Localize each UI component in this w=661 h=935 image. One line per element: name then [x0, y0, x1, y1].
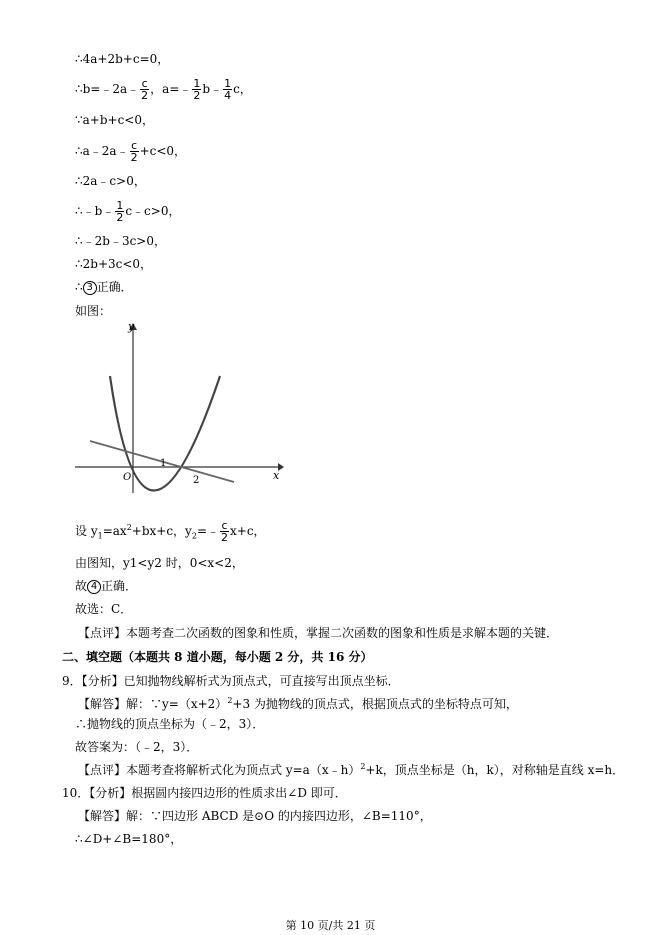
line-eq-2: ∴b=﹣2a﹣ $\frac{c}{2}$ ，a=﹣ $\frac{1}{2}$ b﹣ $\frac{1}{4}$ c， — [75, 77, 252, 102]
q10-analysis: 10．【分析】根据圆内接四边形的性质求出∠D 即可． — [62, 786, 347, 800]
line-define-y: 设 $y_1=ax^2+bx+c$，$y_2=﹣$ $\frac{c}{2}$ x+c， — [75, 519, 266, 544]
y-axis-label: y — [128, 320, 135, 333]
line-eq-1: ∴4a+2b+c=0， — [75, 52, 170, 66]
tick-label-1: 1 — [160, 458, 167, 469]
parabola-line-graph — [70, 318, 285, 496]
q10-angle-sum: ∴∠D+∠B=180°， — [75, 832, 183, 846]
q9-review: 【点评】本题考查将解析式化为顶点式 y=a（x﹣h）$^2$+k，顶点坐标是（h，k），对称轴是直线 x=h． — [78, 762, 625, 777]
line-eq-7: ∴﹣2b﹣3c>0， — [75, 234, 166, 248]
q9-answer: 故答案为：（﹣2，3）． — [75, 740, 199, 754]
q9-analysis: 9．【分析】已知抛物线解析式为顶点式，可直接写出顶点坐标． — [62, 674, 400, 688]
line-conclusion-3: ∴ 3 正确． — [75, 280, 133, 294]
line-eq-4: ∴a﹣2a﹣ $\frac{c}{2}$ +c<0， — [75, 139, 187, 164]
tick-label-2: 2 — [193, 475, 200, 486]
line-eq-8: ∴2b+3c<0， — [75, 257, 153, 271]
q9-solution: 【解答】解：$\because y=(x+2)^2+3$ 为抛物线的顶点式，根据顶点式的坐标特点可知， — [78, 696, 518, 711]
x-axis-label: x — [273, 469, 280, 482]
line-as-figure: 如图： — [75, 304, 112, 318]
line-eq-3: ∵a+b+c<0， — [75, 113, 154, 127]
circled-number: 4 — [87, 580, 101, 594]
circled-number: 3 — [83, 281, 97, 295]
line-eq-6: ∴﹣b﹣ $\frac{1}{2}$ c﹣c>0， — [75, 199, 181, 224]
section-title: 二、填空题（本题共 8 道小题，每小题 2 分，共 16 分） — [62, 650, 373, 664]
line-review: 【点评】本题考查二次函数的图象和性质，掌握二次函数的图象和性质是求解本题的关键． — [78, 626, 559, 640]
line-from-graph: 由图知，y1<y2 时，0<x<2， — [75, 556, 244, 570]
fraction: $\frac{c}{2}$ — [141, 77, 149, 102]
line-eq-5: ∴2a﹣c>0， — [75, 174, 146, 188]
q10-solution: 【解答】解：∵四边形 ABCD 是⊙O 的内接四边形，∠B=110°， — [78, 809, 432, 823]
fraction: $\frac{1}{2}$ — [193, 77, 201, 102]
line-conclusion-4: 故 4 正确． — [75, 579, 138, 593]
fraction: $\frac{1}{2}$ — [116, 199, 124, 224]
page-footer: 第 10 页/共 21 页 — [285, 919, 376, 932]
origin-label: O — [123, 472, 132, 483]
line-answer-choice: 故选：C． — [75, 602, 133, 616]
q9-vertex: ∴抛物线的顶点坐标为（﹣2，3）． — [75, 717, 265, 731]
fraction: $\frac{1}{4}$ — [224, 77, 232, 102]
fraction: $\frac{c}{2}$ — [221, 519, 228, 544]
fraction: $\frac{c}{2}$ — [130, 139, 138, 164]
